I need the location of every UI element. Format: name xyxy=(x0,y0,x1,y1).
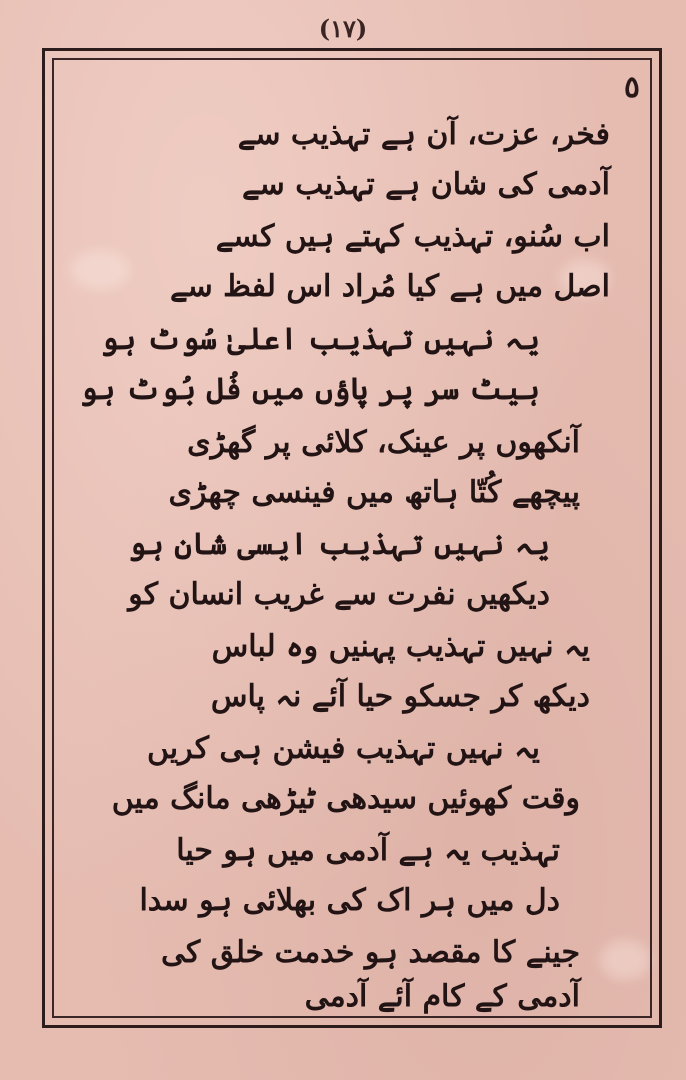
poem-line: ہیٹ سر پر پاؤں میں فُل بُوٹ ہو xyxy=(80,372,540,407)
poem-line: آنکھوں پر عینک، کلائی پر گھڑی xyxy=(187,425,580,460)
poem-line: اب سُنو، تہذیب کہتے ہیں کسے xyxy=(215,219,610,254)
poem-line: دیکھیں نفرت سے غریب انسان کو xyxy=(128,577,550,612)
poem-line: آدمی کے کام آئے آدمی xyxy=(304,979,580,1014)
stanza-number: ٥ xyxy=(623,70,640,105)
poem-line: دیکھ کر جسکو حیا آئے نہ پاس xyxy=(210,679,590,714)
poem-line: آدمی کی شان ہے تہذیب سے xyxy=(242,167,610,202)
poem-line: جینے کا مقصد ہو خدمت خلق کی xyxy=(160,935,580,970)
poem-line: پیچھے کُتّا ہاتھ میں فینسی چھڑی xyxy=(168,475,580,510)
poem-line: یہ نہیں تہذیب پہنیں وہ لباس xyxy=(211,629,590,664)
poem-line: یہ نہیں تہذیب فیشن ہی کریں xyxy=(146,731,540,766)
poem-line: فخر، عزت، آن ہے تہذیب سے xyxy=(237,117,610,152)
poem-body xyxy=(80,110,620,1014)
poem-line: وقت کھوئیں سیدھی ٹیڑھی مانگ میں xyxy=(111,781,580,816)
poem-line: یہ نہیں تہذیب ایسی شان ہو xyxy=(128,527,550,562)
poem-line: اصل میں ہے کیا مُراد اس لفظ سے xyxy=(169,269,610,304)
poem-line: دل میں ہر اک کی بھلائی ہو سدا xyxy=(139,883,560,918)
poem-line: تہذیب یہ ہے آدمی میں ہو حیا xyxy=(176,833,560,868)
page-number: (١٧) xyxy=(318,14,368,43)
poem-line: یہ نہیں تہذیب اعلیٰ سُوٹ ہو xyxy=(101,322,540,357)
